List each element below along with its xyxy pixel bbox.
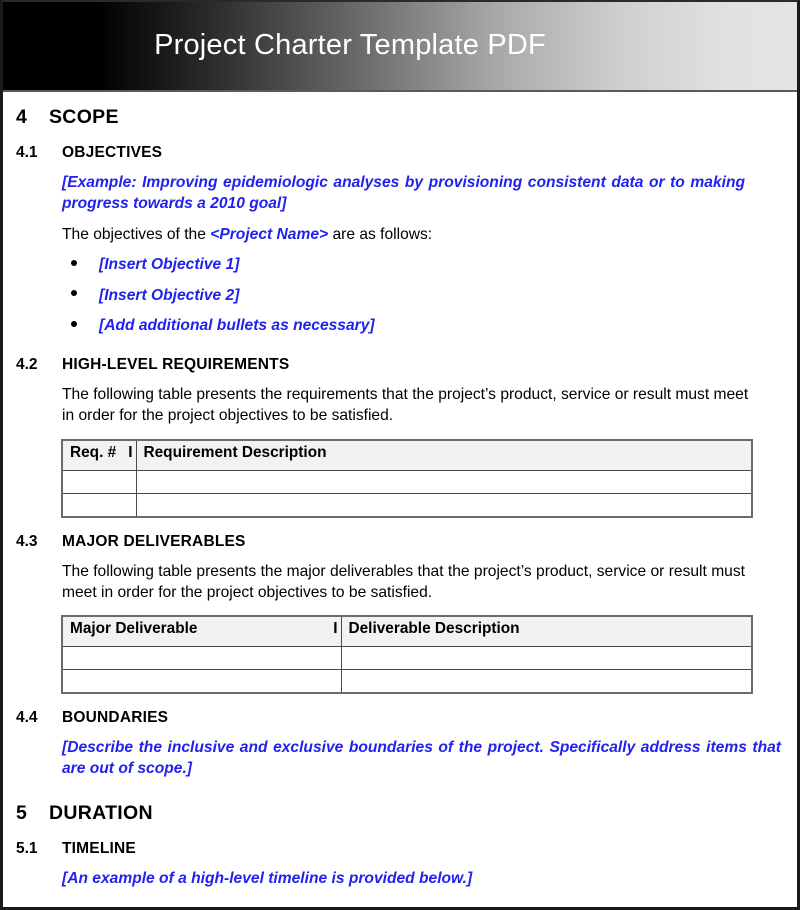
requirements-intro-text: The following table presents the requirements that the project’s product, service or result must meet in order for the project objectives to be satisfied. <box>62 386 749 425</box>
heading-duration-title: DURATION <box>49 801 153 824</box>
column-header-deliverable-description <box>341 616 752 647</box>
table-row <box>62 493 752 517</box>
project-name-placeholder: <Project Name> <box>210 226 329 244</box>
deliverables-intro-text: The following table presents the major deliverables that the project’s product, service or result must meet in order for the project objectives to be satisfied. <box>62 562 745 601</box>
heading-scope-title: SCOPE <box>49 106 119 128</box>
table-cell[interactable] <box>62 647 341 670</box>
table-header-row <box>62 616 752 647</box>
list-item <box>71 311 797 341</box>
column-header-req-number <box>62 440 136 471</box>
bullet-icon <box>71 290 77 296</box>
column-header-label: Req. # <box>70 443 117 461</box>
deliverables-table <box>61 615 753 694</box>
heading-major-deliverables <box>3 533 797 551</box>
heading-high-level-requirements <box>3 356 797 374</box>
objectives-lead-suffix: are as follows: <box>328 226 433 244</box>
bullet-icon <box>71 260 77 266</box>
requirements-table <box>61 439 753 518</box>
column-header-label: Deliverable Description <box>348 620 520 638</box>
heading-scope <box>3 106 797 129</box>
column-header-label: Major Deliverable <box>70 620 198 638</box>
boundaries-example-text: [Describe the inclusive and exclusive boundaries of the project. Specifically address items that are out of scope.] <box>62 739 781 778</box>
heading-scope-number: 4 <box>16 106 27 128</box>
list-item <box>71 281 797 311</box>
document-body <box>3 106 797 890</box>
table-cell[interactable] <box>341 647 752 670</box>
table-cell[interactable] <box>136 470 752 493</box>
objectives-lead-prefix: The objectives of the <box>62 226 211 244</box>
column-header-label: Requirement Description <box>143 443 327 461</box>
heading-boundaries-title: BOUNDARIES <box>62 709 169 727</box>
list-item <box>71 250 797 280</box>
column-header-requirement-description <box>136 440 752 471</box>
heading-timeline <box>3 840 797 858</box>
title-banner <box>3 2 797 92</box>
list-item-label: [Insert Objective 2] <box>99 286 240 304</box>
column-header-clipped-glyph: I <box>333 620 338 638</box>
heading-timeline-number: 5.1 <box>16 839 38 857</box>
table-row <box>62 647 752 670</box>
table-cell[interactable] <box>136 493 752 517</box>
heading-boundaries-number: 4.4 <box>16 709 38 727</box>
timeline-example-text: [An example of a high-level timeline is provided below.] <box>62 869 473 887</box>
table-row <box>62 470 752 493</box>
heading-objectives-number: 4.1 <box>16 144 38 161</box>
column-header-clipped-glyph: I <box>128 443 133 461</box>
table-cell[interactable] <box>62 470 136 493</box>
bullet-icon <box>71 321 77 327</box>
table-cell[interactable] <box>341 670 752 694</box>
objectives-bullet-list <box>3 250 797 341</box>
heading-duration <box>3 802 797 825</box>
heading-deliverables-title: MAJOR DELIVERABLES <box>62 532 246 550</box>
heading-requirements-number: 4.2 <box>16 356 38 374</box>
heading-duration-number: 5 <box>16 801 27 824</box>
heading-objectives <box>3 144 797 162</box>
table-header-row <box>62 440 752 471</box>
table-cell[interactable] <box>62 670 341 694</box>
table-cell[interactable] <box>62 493 136 517</box>
table-row <box>62 670 752 694</box>
list-item-label: [Add additional bullets as necessary] <box>99 317 375 335</box>
objectives-lead-in <box>62 225 745 246</box>
heading-boundaries <box>3 709 797 727</box>
heading-objectives-title: OBJECTIVES <box>62 144 163 161</box>
column-header-major-deliverable <box>62 616 341 647</box>
list-item-label: [Insert Objective 1] <box>99 256 240 274</box>
objectives-example-text: [Example: Improving epidemiologic analyses by provisioning consistent data or to making progress towards a 2010 goal] <box>62 174 745 212</box>
heading-requirements-title: HIGH-LEVEL REQUIREMENTS <box>62 356 290 374</box>
heading-timeline-title: TIMELINE <box>62 839 136 857</box>
page-title: Project Charter Template PDF <box>154 28 546 61</box>
heading-deliverables-number: 4.3 <box>16 532 38 550</box>
